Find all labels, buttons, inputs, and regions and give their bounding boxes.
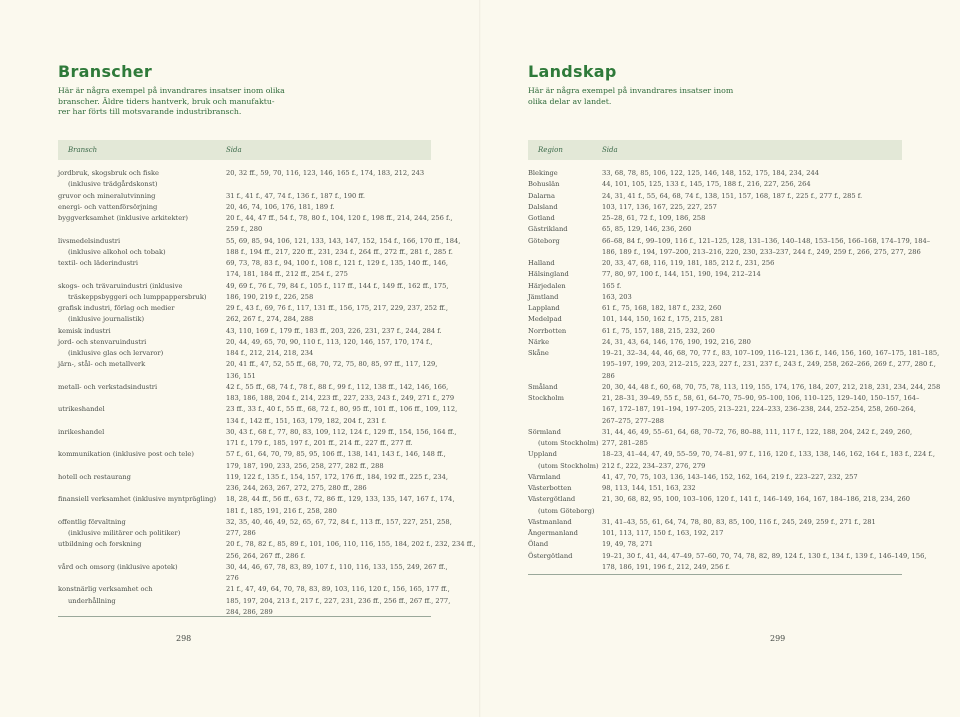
table-bottom-rule — [58, 616, 431, 617]
row-pages-line: 165 f. — [602, 281, 622, 290]
row-label-line: Dalarna — [528, 191, 555, 200]
row-label — [58, 359, 226, 382]
row-pages — [602, 236, 930, 259]
row-label — [528, 483, 602, 494]
row-label — [528, 348, 602, 382]
row-label — [528, 472, 602, 483]
table-row — [58, 236, 461, 259]
row-label — [58, 337, 226, 360]
row-label — [528, 393, 602, 427]
row-pages-line: 236, 244, 263, 267, 272, 275, 280 ff., 286 — [226, 484, 367, 492]
row-pages — [602, 348, 939, 382]
table-row — [528, 292, 953, 303]
row-pages-line: 44, 101, 105, 125, 133 f., 145, 175, 188 f., 216, 227, 256, 264 — [602, 180, 811, 189]
row-label-line: järn-, stål- och metallverk — [58, 360, 146, 369]
row-label-line: Västerbotten — [528, 484, 572, 492]
row-pages-line: 178, 186, 191, 196 f., 212, 249, 256 f. — [602, 562, 730, 571]
row-pages — [226, 427, 457, 450]
row-pages-line: 134 f., 142 ff., 151, 163, 179, 182, 204 f., 231 f. — [226, 416, 387, 425]
page-number: 298 — [176, 634, 192, 643]
row-label-line: Hälsingland — [528, 270, 569, 279]
row-label-line: finansiell verksamhet (inklusive myntprägling) — [58, 495, 217, 504]
row-label — [528, 314, 602, 325]
row-pages-line: 55, 69, 85, 94, 106, 121, 133, 143, 147, 152, 154 f., 166, 170 ff., 184, — [226, 236, 461, 245]
row-pages-line: 20 f., 78, 82 f., 85, 89 f., 101, 106, 110, 116, 155, 184, 202 f., 232, 234 ff., — [226, 540, 476, 549]
row-label-line: Medelpad — [528, 315, 562, 324]
row-label — [58, 404, 226, 427]
row-label — [528, 292, 602, 303]
row-label — [528, 539, 602, 550]
row-label — [58, 258, 226, 281]
intro-line: Här är några exempel på invandrares insatser inom — [528, 86, 734, 95]
row-label-line: underhållning — [68, 596, 116, 605]
row-pages-line: 136, 151 — [226, 371, 256, 380]
row-pages-line: 43, 110, 169 f., 179 ff., 183 ff., 203, 226, 231, 237 f., 244, 284 f. — [226, 326, 442, 335]
row-pages — [602, 303, 721, 314]
row-pages — [602, 382, 940, 393]
row-pages-line: 183, 186, 188, 204 f., 214, 223 ff., 227, 233, 243 f., 249, 271 f., 279 — [226, 394, 455, 402]
row-pages — [602, 551, 926, 574]
row-label-line: Småland — [528, 382, 558, 391]
row-pages — [602, 191, 862, 202]
row-label-line: textil- och läderindustri — [58, 259, 139, 267]
row-label-line: kommunikation (inklusive post och tele) — [58, 450, 194, 459]
row-label — [528, 494, 602, 517]
row-pages — [226, 326, 442, 337]
row-label-line: gruvor och mineralutvinning — [58, 191, 156, 200]
row-label — [58, 191, 226, 202]
row-pages — [226, 213, 453, 236]
row-label — [58, 168, 226, 191]
table-row — [528, 303, 953, 314]
row-pages-line: 20, 32 ff., 59, 70, 116, 123, 146, 165 f., 174, 183, 212, 243 — [226, 169, 425, 177]
table-row — [58, 168, 448, 191]
table-row — [528, 281, 953, 292]
row-pages-line: 21, 30, 68, 82, 95, 100, 103–106, 120 f., 141 f., 146–149, 164, 167, 184–186, 218, 234, 260 — [602, 495, 911, 504]
column-header-sida: Sida — [226, 146, 242, 154]
row-label — [528, 281, 602, 292]
row-pages-line: 30, 44, 46, 67, 78, 83, 89, 107 f., 110, 116, 133, 155, 249, 267 ff., — [226, 562, 448, 571]
table-row — [528, 483, 953, 494]
row-label-line: Härjedalen — [528, 281, 566, 290]
row-pages — [602, 179, 811, 190]
row-pages-line: 256, 264, 267 ff., 286 f. — [226, 551, 306, 560]
row-label — [528, 269, 602, 280]
table-row — [58, 337, 448, 360]
table-row — [528, 191, 953, 202]
intro-line: olika delar av landet. — [528, 96, 612, 106]
table-row — [58, 382, 455, 405]
row-pages-line: 31, 44, 46, 49, 55–61, 64, 68, 70–72, 76, 80–88, 111, 117 f., 122, 188, 204, 242 f., 249, 260, — [602, 427, 913, 436]
table-row — [528, 224, 953, 235]
row-pages-line: 277, 281–285 — [602, 439, 648, 447]
table-row — [58, 213, 453, 236]
row-pages-line: 259 f., 280 — [226, 225, 263, 234]
row-pages-line: 32, 35, 40, 46, 49, 52, 65, 67, 72, 84 f., 113 ff., 157, 227, 251, 258, — [226, 517, 452, 526]
table-row — [58, 494, 455, 517]
row-label-line: Göteborg — [528, 236, 560, 245]
row-label — [528, 213, 602, 224]
table-row — [58, 303, 448, 326]
row-label-line: inrikeshandel — [58, 427, 105, 436]
table-bottom-rule — [528, 574, 902, 575]
table-row — [58, 584, 451, 618]
table-row — [528, 528, 953, 539]
row-pages-line: 188 f., 194 ff., 217, 220 ff., 231, 234 f., 264 ff., 272 ff., 281 f., 285 f. — [226, 247, 453, 256]
row-label — [528, 168, 602, 179]
row-label-line: kemisk industri — [58, 326, 111, 335]
row-pages-line: 49, 69 f., 76 f., 79, 84 f., 105 f., 117 ff., 144 f., 149 ff., 162 ff., 175, — [226, 281, 449, 290]
table-row — [528, 382, 953, 393]
row-pages-line: 20, 41 ff., 47, 52, 55 ff., 68, 70, 72, 75, 80, 85, 97 ff., 117, 129, — [226, 360, 438, 369]
row-label-line: (inklusive militärer och politiker) — [68, 529, 181, 537]
row-pages-line: 267–275, 277–288 — [602, 416, 664, 425]
table-row — [528, 179, 953, 190]
row-pages-line: 186, 190, 219 f., 226, 258 — [226, 292, 314, 301]
row-label-line: Sörmland — [528, 427, 561, 436]
row-pages — [226, 584, 450, 618]
row-label-line: (inklusive glas och lervaror) — [68, 349, 164, 357]
row-pages-line: 262, 267 f., 274, 284, 288 — [226, 315, 314, 324]
intro-line: rer har förts till motsvarande industribransch. — [58, 107, 242, 117]
table-row — [58, 562, 448, 585]
table-body-right — [528, 168, 953, 573]
row-label-line: Ångermanland — [528, 529, 578, 537]
table-row — [58, 359, 448, 382]
row-pages-line: 29 f., 43 f., 69, 76 f., 117, 131 ff., 156, 175, 217, 229, 237, 252 ff., — [226, 304, 449, 312]
row-label-line: Norrbotten — [528, 326, 567, 335]
row-pages-line: 276 — [226, 574, 239, 582]
row-pages — [226, 236, 460, 259]
row-label-line: Lappland — [528, 304, 560, 312]
row-pages-line: 212 f., 222, 234–237, 276, 279 — [602, 461, 706, 470]
row-pages-line: 184 f., 212, 214, 218, 234 — [226, 349, 314, 357]
row-pages-line: 20, 30, 44, 48 f., 60, 68, 70, 75, 78, 113, 119, 155, 174, 176, 184, 207, 212, 218, 231, 234, 244, 258 — [602, 382, 941, 391]
row-pages-line: 23 ff., 33 f., 40 f., 55 ff., 68, 72 f., 80, 95 ff., 101 ff., 106 ff., 109, 112, — [226, 405, 458, 414]
table-header-right — [528, 140, 902, 160]
row-label — [528, 382, 602, 393]
row-pages-line: 277, 286 — [226, 529, 256, 537]
table-row — [528, 168, 953, 179]
row-pages-line: 41, 47, 70, 75, 103, 136, 143–146, 152, 162, 164, 219 f., 223–227, 232, 257 — [602, 472, 858, 481]
row-label-line: (inklusive journalistik) — [68, 315, 145, 324]
table-row — [528, 551, 953, 574]
table-header-left — [58, 140, 431, 160]
row-label-line: Gästrikland — [528, 225, 568, 234]
row-label — [528, 191, 602, 202]
row-pages-line: 179, 187, 190, 233, 256, 258, 277, 282 ff., 288 — [226, 461, 384, 470]
row-pages-line: 98, 113, 144, 151, 163, 232 — [602, 484, 696, 492]
row-label-line: Värmland — [528, 472, 561, 481]
row-pages-line: 101, 144, 150, 162 f., 175, 215, 281 — [602, 315, 724, 324]
column-header-sida: Sida — [602, 146, 618, 154]
row-pages-line: 21 f., 47, 49, 64, 70, 78, 83, 89, 103, 116, 120 f., 156, 165, 177 ff., — [226, 585, 450, 594]
row-pages — [602, 337, 751, 348]
row-pages-line: 65, 85, 129, 146, 236, 260 — [602, 225, 692, 234]
row-label — [58, 303, 226, 326]
row-label — [528, 326, 602, 337]
row-pages — [602, 427, 912, 450]
table-row — [528, 213, 953, 224]
row-pages — [602, 269, 761, 280]
table-row — [528, 269, 953, 280]
page-title-landskap: Landskap — [528, 62, 617, 81]
row-label-line: (inklusive trädgårdskonst) — [68, 180, 158, 189]
row-pages-line: 119, 122 f., 135 f., 154, 157, 172, 176 ff., 184, 192 ff., 225 f., 234, — [226, 472, 449, 481]
row-pages — [226, 168, 424, 191]
row-pages-line: 31, 41–43, 55, 61, 64, 74, 78, 80, 83, 85, 100, 116 f., 245, 249, 259 f., 271 f., 281 — [602, 517, 876, 526]
row-pages — [602, 281, 621, 292]
row-pages-line: 25–28, 61, 72 f., 109, 186, 258 — [602, 214, 706, 222]
table-row — [58, 449, 448, 472]
row-label-line: (utom Göteborg) — [538, 506, 595, 515]
row-pages — [602, 393, 919, 427]
row-pages — [602, 472, 858, 483]
row-label-line: Jämtland — [528, 292, 559, 301]
row-pages — [226, 404, 457, 427]
row-pages-line: 101, 113, 117, 150 f., 163, 192, 217 — [602, 529, 724, 537]
table-row — [58, 281, 448, 304]
table-row — [528, 314, 953, 325]
table-row — [58, 539, 476, 562]
row-label-line: Öland — [528, 540, 549, 549]
intro-text-right — [528, 86, 733, 107]
row-pages-line: 19–21, 30 f., 41, 44, 47–49, 57–60, 70, 74, 78, 82, 89, 124 f., 130 f., 134 f., 139 f., 146–149, 156, — [602, 551, 927, 560]
row-pages-line: 69, 73, 78, 83 f., 94, 100 f., 108 f., 121 f., 129 f., 135, 140 ff., 146, — [226, 259, 448, 267]
table-row — [528, 258, 953, 269]
table-row — [58, 472, 448, 495]
row-pages — [226, 472, 448, 495]
row-pages-line: 286 — [602, 371, 615, 380]
row-pages — [602, 314, 723, 325]
row-label — [58, 584, 226, 618]
table-row — [528, 236, 953, 259]
row-label — [528, 224, 602, 235]
table-row — [528, 393, 953, 427]
row-pages — [602, 528, 723, 539]
right-page — [480, 0, 960, 717]
row-pages-line: 20 f., 44, 47 ff., 54 f., 78, 80 f., 104, 120 f., 198 ff., 214, 244, 256 f., — [226, 214, 453, 222]
row-pages — [602, 213, 705, 224]
row-pages — [602, 292, 632, 303]
row-label-line: Stockholm — [528, 394, 564, 402]
row-pages-line: 30, 43 f., 68 f., 77, 80, 83, 109, 112, 124 f., 129 ff., 154, 156, 164 ff., — [226, 427, 457, 436]
row-label — [58, 281, 226, 304]
row-label — [58, 517, 226, 540]
row-label-line: träskeppsbyggeri och lumppappersbruk) — [68, 292, 207, 301]
row-label-line: Närke — [528, 337, 550, 346]
row-pages-line: 163, 203 — [602, 292, 632, 301]
row-pages — [602, 483, 696, 494]
table-row — [528, 539, 953, 550]
row-pages-line: 20, 44, 49, 65, 70, 90, 110 f., 113, 120, 146, 157, 170, 174 f., — [226, 337, 433, 346]
row-pages-line: 103, 117, 136, 167, 225, 227, 257 — [602, 202, 717, 211]
row-label — [58, 202, 226, 213]
row-pages — [226, 562, 448, 585]
table-row — [58, 258, 448, 281]
row-label — [58, 449, 226, 472]
row-label — [58, 494, 226, 517]
table-row — [528, 326, 953, 337]
row-pages — [226, 202, 335, 213]
row-pages-line: 186, 189 f., 194, 197–200, 213–216, 220, 230, 233–237, 244 f., 249, 259 f., 266, 275, 277, 286 — [602, 247, 921, 256]
row-pages — [226, 337, 433, 360]
row-pages-line: 20, 33, 47, 68, 116, 119, 181, 185, 212 f., 231, 256 — [602, 259, 775, 267]
intro-line: branscher. Äldre tiders hantverk, bruk och manufaktu- — [58, 96, 275, 106]
row-pages-line: 24, 31, 43, 64, 146, 176, 190, 192, 216, 280 — [602, 337, 751, 346]
row-label — [58, 472, 226, 495]
row-label-line: Västergötland — [528, 495, 576, 504]
intro-line: Här är några exempel på invandrares insatser inom olika — [58, 86, 285, 95]
row-pages — [602, 449, 935, 472]
row-label-line: (inklusive alkohol och tobak) — [68, 247, 166, 256]
row-pages-line: 24, 31, 41 f., 55, 64, 68, 74 f., 138, 151, 157, 168, 187 f., 225 f., 277 f., 285 f. — [602, 191, 863, 200]
row-label-line: energi- och vattenförsörjning — [58, 202, 158, 211]
row-label-line: skogs- och trävaruindustri (inklusive — [58, 281, 183, 290]
intro-text-left — [58, 86, 285, 118]
row-label — [58, 539, 226, 562]
table-row — [528, 202, 953, 213]
row-pages-line: 195–197, 199, 203, 212–215, 223, 227 f., 231, 237 f., 243 f., 249, 258, 262–266, 269 f., 277, 280 f., — [602, 360, 936, 369]
table-row — [58, 427, 457, 450]
row-label-line: jord- och stenvaruindustri — [58, 337, 147, 346]
row-label-line: (utom Stockholm) — [538, 439, 599, 447]
row-label-line: Gotland — [528, 214, 555, 222]
row-label-line: hotell och restaurang — [58, 472, 131, 481]
row-pages — [602, 539, 653, 550]
row-label-line: utrikeshandel — [58, 405, 105, 414]
page-title-branscher: Branscher — [58, 62, 153, 81]
row-label-line: Dalsland — [528, 202, 558, 211]
row-pages — [226, 517, 452, 540]
row-pages — [226, 191, 365, 202]
page-number: 299 — [770, 634, 786, 643]
row-pages-line: 20, 46, 74, 106, 176, 181, 189 f. — [226, 202, 335, 211]
row-label-line: grafisk industri, förlag och medier — [58, 304, 175, 312]
row-label-line: metall- och verkstadsindustri — [58, 382, 158, 391]
row-pages-line: 167, 172–187, 191–194, 197–205, 213–221, 224–233, 236–238, 244, 252–254, 258, 260–264, — [602, 405, 916, 414]
row-pages — [602, 258, 774, 269]
row-pages — [602, 202, 717, 213]
row-label-line: Blekinge — [528, 169, 558, 177]
row-label — [528, 179, 602, 190]
row-label-line: Uppland — [528, 450, 557, 459]
row-label-line: konstnärlig verksamhet och — [58, 585, 153, 594]
row-label — [528, 449, 602, 472]
row-label-line: livsmedelsindustri — [58, 236, 121, 245]
row-pages-line: 31 f., 41 f., 47, 74 f., 136 f., 187 f., 190 ff. — [226, 191, 366, 200]
row-pages — [226, 359, 437, 382]
row-label — [58, 562, 226, 585]
table-row — [58, 404, 458, 427]
row-pages-line: 42 f., 55 ff., 68, 74 f., 78 f., 88 f., 99 f., 112, 138 ff., 142, 146, 166, — [226, 382, 449, 391]
row-label — [528, 202, 602, 213]
row-pages — [602, 494, 910, 517]
row-pages — [226, 539, 476, 562]
row-pages — [226, 258, 448, 281]
row-label — [58, 213, 226, 236]
row-label — [528, 303, 602, 314]
row-label-line: (utom Stockholm) — [538, 461, 599, 470]
row-label — [528, 427, 602, 450]
row-pages-line: 19–21, 32–34, 44, 46, 68, 70, 77 f., 83, 107–109, 116–121, 136 f., 146, 156, 160, 167–175, 181–185, — [602, 349, 940, 357]
row-pages-line: 185, 197, 204, 213 f., 217 f., 227, 231, 236 ff., 256 ff., 267 ff., 277, — [226, 596, 451, 605]
table-row — [58, 191, 448, 202]
row-label-line: Östergötland — [528, 551, 573, 560]
row-label — [528, 528, 602, 539]
row-label-line: utbildning och forskning — [58, 540, 142, 549]
row-label-line: Skåne — [528, 349, 549, 357]
row-pages — [226, 281, 449, 304]
row-pages-line: 33, 68, 78, 85, 106, 122, 125, 146, 148, 152, 175, 184, 234, 244 — [602, 169, 819, 177]
row-pages-line: 174, 181, 184 ff., 212 ff., 254 f., 275 — [226, 270, 348, 279]
row-label — [58, 326, 226, 337]
column-header-region: Region — [538, 146, 563, 154]
row-label — [528, 551, 602, 574]
table-row — [528, 494, 953, 517]
row-pages — [602, 224, 691, 235]
column-header-bransch: Bransch — [68, 146, 98, 154]
row-label — [528, 236, 602, 259]
row-label-line: Halland — [528, 259, 555, 267]
table-row — [58, 326, 448, 337]
table-row — [58, 517, 452, 540]
row-pages-line: 66–68, 84 f., 99–109, 116 f., 121–125, 128, 131–136, 140–148, 153–156, 166–168, 174–179, 184– — [602, 236, 931, 245]
row-pages-line: 171 f., 179 f., 185, 197 f., 201 ff., 214 ff., 227 ff., 277 ff. — [226, 439, 413, 447]
row-pages-line: 19, 49, 78, 271 — [602, 540, 654, 549]
row-label — [528, 258, 602, 269]
row-label — [528, 517, 602, 528]
row-label-line: jordbruk, skogsbruk och fiske — [58, 169, 159, 177]
table-row — [528, 427, 953, 450]
row-pages — [226, 494, 455, 517]
row-label — [58, 382, 226, 405]
table-row — [528, 337, 953, 348]
row-label-line: byggverksamhet (inklusive arkitekter) — [58, 214, 188, 222]
row-pages-line: 57 f., 61, 64, 70, 79, 85, 95, 106 ff., 138, 141, 143 f., 146, 148 ff., — [226, 450, 446, 459]
table-row — [528, 472, 953, 483]
row-pages — [226, 449, 446, 472]
row-label — [58, 236, 226, 259]
row-pages-line: 21, 28–31, 39–49, 55 f., 58, 61, 64–70, 75–90, 95–100, 106, 110–125, 129–140, 150–157, 164– — [602, 394, 920, 402]
row-label — [58, 427, 226, 450]
row-pages-line: 284, 286, 289 — [226, 607, 273, 616]
row-pages — [226, 303, 448, 326]
row-pages-line: 18, 28, 44 ff., 56 ff., 63 f., 72, 86 ff., 129, 133, 135, 147, 167 f., 174, — [226, 495, 455, 504]
table-row — [528, 348, 953, 382]
row-pages — [226, 382, 454, 405]
table-row — [528, 517, 953, 528]
row-label-line: offentlig förvaltning — [58, 517, 126, 526]
row-label-line: vård och omsorg (inklusive apotek) — [58, 562, 178, 571]
table-row — [528, 449, 953, 472]
row-pages — [602, 168, 819, 179]
row-pages — [602, 326, 715, 337]
row-pages-line: 61 f., 75, 168, 182, 187 f., 232, 260 — [602, 304, 722, 312]
row-label-line: Västmanland — [528, 517, 572, 526]
row-pages-line: 77, 80, 97, 100 f., 144, 151, 190, 194, 212–214 — [602, 270, 761, 279]
row-label-line: Bohuslän — [528, 180, 560, 189]
row-pages-line: 61 f., 75, 157, 188, 215, 232, 260 — [602, 326, 715, 335]
table-row — [58, 202, 448, 213]
row-pages-line: 18–23, 41–44, 47, 49, 55–59, 70, 74–81, 97 f., 116, 120 f., 133, 138, 146, 162, 164 f., 183 f., 224 f., — [602, 450, 935, 459]
row-pages-line: 181 f., 185, 191, 216 f., 258, 280 — [226, 506, 337, 515]
row-pages — [602, 517, 876, 528]
table-body-left — [58, 168, 476, 618]
row-label — [528, 337, 602, 348]
